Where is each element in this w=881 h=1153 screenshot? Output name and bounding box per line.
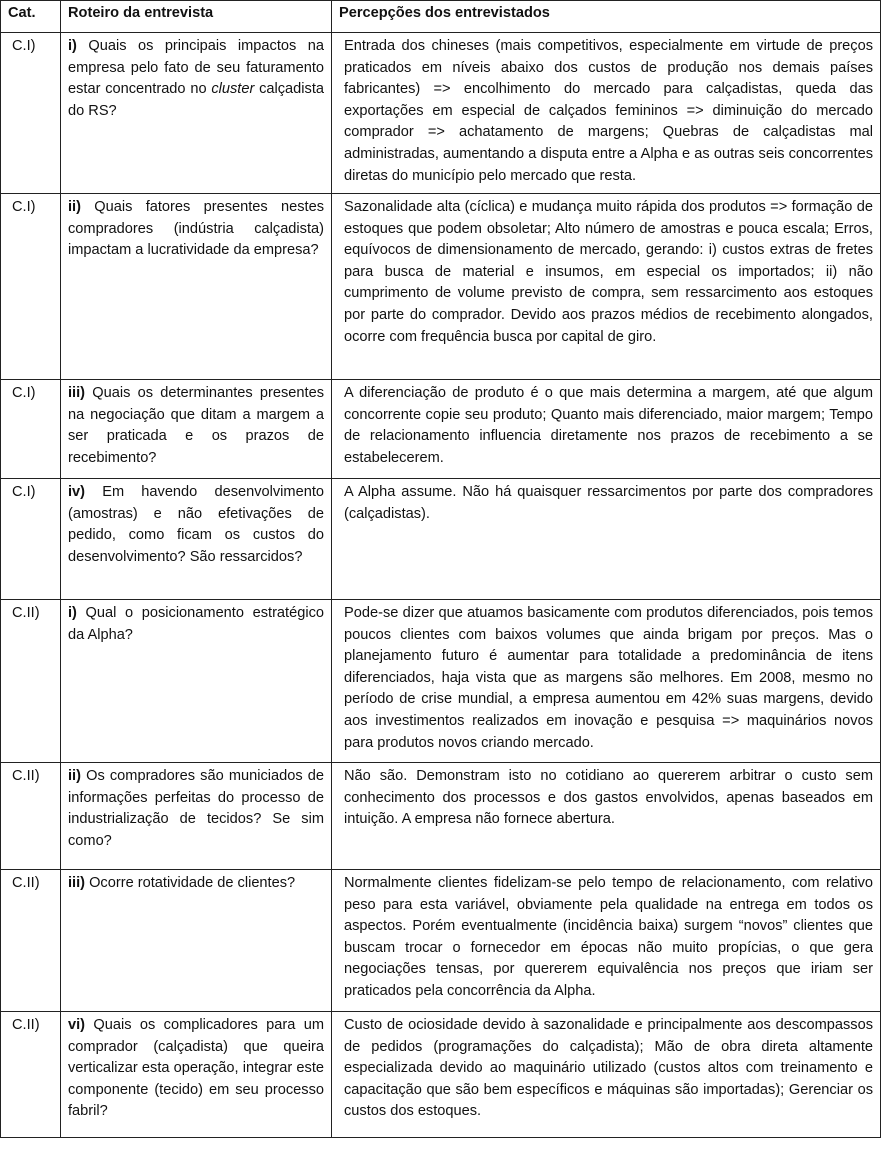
question-text: Qual o posicionamento estratégico da Alpha? — [68, 605, 324, 643]
table-row — [1, 194, 881, 380]
table-row — [1, 479, 881, 600]
row-category: C.I) — [1, 479, 61, 600]
row-question — [61, 380, 332, 479]
question-text: Quais os principais impactos na empresa pelo fato de seu faturamento estar concentrado no — [68, 38, 324, 98]
row-category: C.II) — [1, 763, 61, 870]
row-question — [61, 600, 332, 763]
table-row — [1, 1012, 881, 1138]
row-answer: A Alpha assume. Não há quaisquer ressarcimentos por parte dos compradores (calçadistas). — [332, 479, 881, 600]
row-question — [61, 194, 332, 380]
row-answer: Não são. Demonstram isto no cotidiano ao quererem arbitrar o custo sem conhecimento dos processos e dos gastos envolvidos, apenas baseados em intuição. A empresa não fornece abertura. — [332, 763, 881, 870]
question-number: iii) — [68, 385, 86, 401]
row-category: C.II) — [1, 600, 61, 763]
question-text-end: calçadista do RS? — [68, 81, 325, 119]
question-number: iv) — [68, 484, 86, 500]
question-number: i) — [68, 605, 77, 621]
row-category: C.I) — [1, 380, 61, 479]
table-row — [1, 33, 881, 194]
table-row — [1, 870, 881, 1012]
table-row — [1, 600, 881, 763]
row-answer: Normalmente clientes fidelizam-se pelo tempo de relacionamento, com relativo peso para esta variável, obviamente pela qualidade na entrega em todos os aspectos. Porém eventualmente (incidência baixa) surgem “novos” clientes que buscam trocar o fornecedor em épocas não muito propícias, o que gera negociações tensas, por quererem equivalência nos preços que iriam ser praticados pela concorrência da Alpha. — [332, 870, 881, 1012]
row-question — [61, 33, 332, 194]
question-number: i) — [68, 38, 77, 54]
header-answer: Percepções dos entrevistados — [332, 1, 881, 33]
row-category: C.I) — [1, 33, 61, 194]
row-answer: A diferenciação de produto é o que mais determina a margem, até que algum concorrente copie seu produto; Quanto mais diferenciado, maior margem; Tempo de relacionamento influencia diretamente nos prazos de recebimento a se estabelecerem. — [332, 380, 881, 479]
question-text: Quais os determinantes presentes na negociação que ditam a margem a ser praticada e os prazos de recebimento? — [68, 385, 324, 466]
header-cat: Cat. — [1, 1, 61, 33]
table-row — [1, 763, 881, 870]
header-question: Roteiro da entrevista — [61, 1, 332, 33]
table-row — [1, 380, 881, 479]
question-text: Em havendo desenvolvimento (amostras) e não efetivações de pedido, como ficam os custos do desenvolvimento? São ressarcidos? — [68, 484, 324, 565]
row-answer: Custo de ociosidade devido à sazonalidade e principalmente aos descompassos de pedidos (programações do calçadista); Mão de obra direta altamente especializada devido ao maquinário utilizado (custos altos com treinamento e capacitação que são bem específicos e máquinas são importadas); Gerenciar os custos dos estoques. — [332, 1012, 881, 1138]
question-number: ii) — [68, 768, 81, 784]
row-category: C.II) — [1, 1012, 61, 1138]
header-row — [1, 1, 881, 33]
question-text: Quais os complicadores para um comprador (calçadista) que queira verticalizar esta operação, integrar este componente (tecido) em seu processo fabril? — [68, 1017, 324, 1120]
question-number: vi) — [68, 1017, 86, 1033]
row-question — [61, 1012, 332, 1138]
question-number: iii) — [68, 875, 86, 891]
question-italic: cluster — [211, 81, 255, 98]
question-text: Quais fatores presentes nestes compradores (indústria calçadista) impactam a lucratividade da empresa? — [68, 199, 324, 259]
row-answer: Sazonalidade alta (cíclica) e mudança muito rápida dos produtos => formação de estoques que podem obsoletar; Alto número de amostras e pouca escala; Erros, equívocos de dimensionamento de mercado, gerando: i) custos extras de fretes para busca de material e insumos, em especial os importados; ii) não cumprimento de volume previsto de compra, sem ressarcimento aos estoques por parte do comprador. Devido aos prazos médios de recebimento alongados, ocorre com frequência busca por capital de giro. — [332, 194, 881, 380]
row-question — [61, 870, 332, 1012]
row-question — [61, 479, 332, 600]
row-answer: Pode-se dizer que atuamos basicamente com produtos diferenciados, pois temos poucos clientes com baixos volumes que ainda brigam por preços. Mas o planejamento futuro é aumentar para totalidade a predominância de itens diferenciados, haja vista que as margens são melhores. Em 2008, mesmo no período de crise mundial, a empresa aumentou em 42% suas margens, devido aos investimentos realizados em inovação e pesquisa => maquinários novos para produtos novos criando mercado. — [332, 600, 881, 763]
row-answer: Entrada dos chineses (mais competitivos, especialmente em virtude de preços praticados em níveis abaixo dos custos de produção nos demais países fabricantes) => encolhimento do mercado para calçadistas, queda das exportações em especial de calçados femininos => diminuição do mercado comprador => achatamento de margens; Quebras de calçadistas mal administradas, aumentando a disputa entre a Alpha e as outras seis concorrentes diretas do município pelo mercado que resta. — [332, 33, 881, 194]
row-question — [61, 763, 332, 870]
row-category: C.I) — [1, 194, 61, 380]
row-category: C.II) — [1, 870, 61, 1012]
question-number: ii) — [68, 199, 81, 215]
question-text: Os compradores são municiados de informações perfeitas do processo de industrialização de tecidos? Se sim como? — [68, 768, 324, 849]
question-text: Ocorre rotatividade de clientes? — [85, 875, 296, 891]
